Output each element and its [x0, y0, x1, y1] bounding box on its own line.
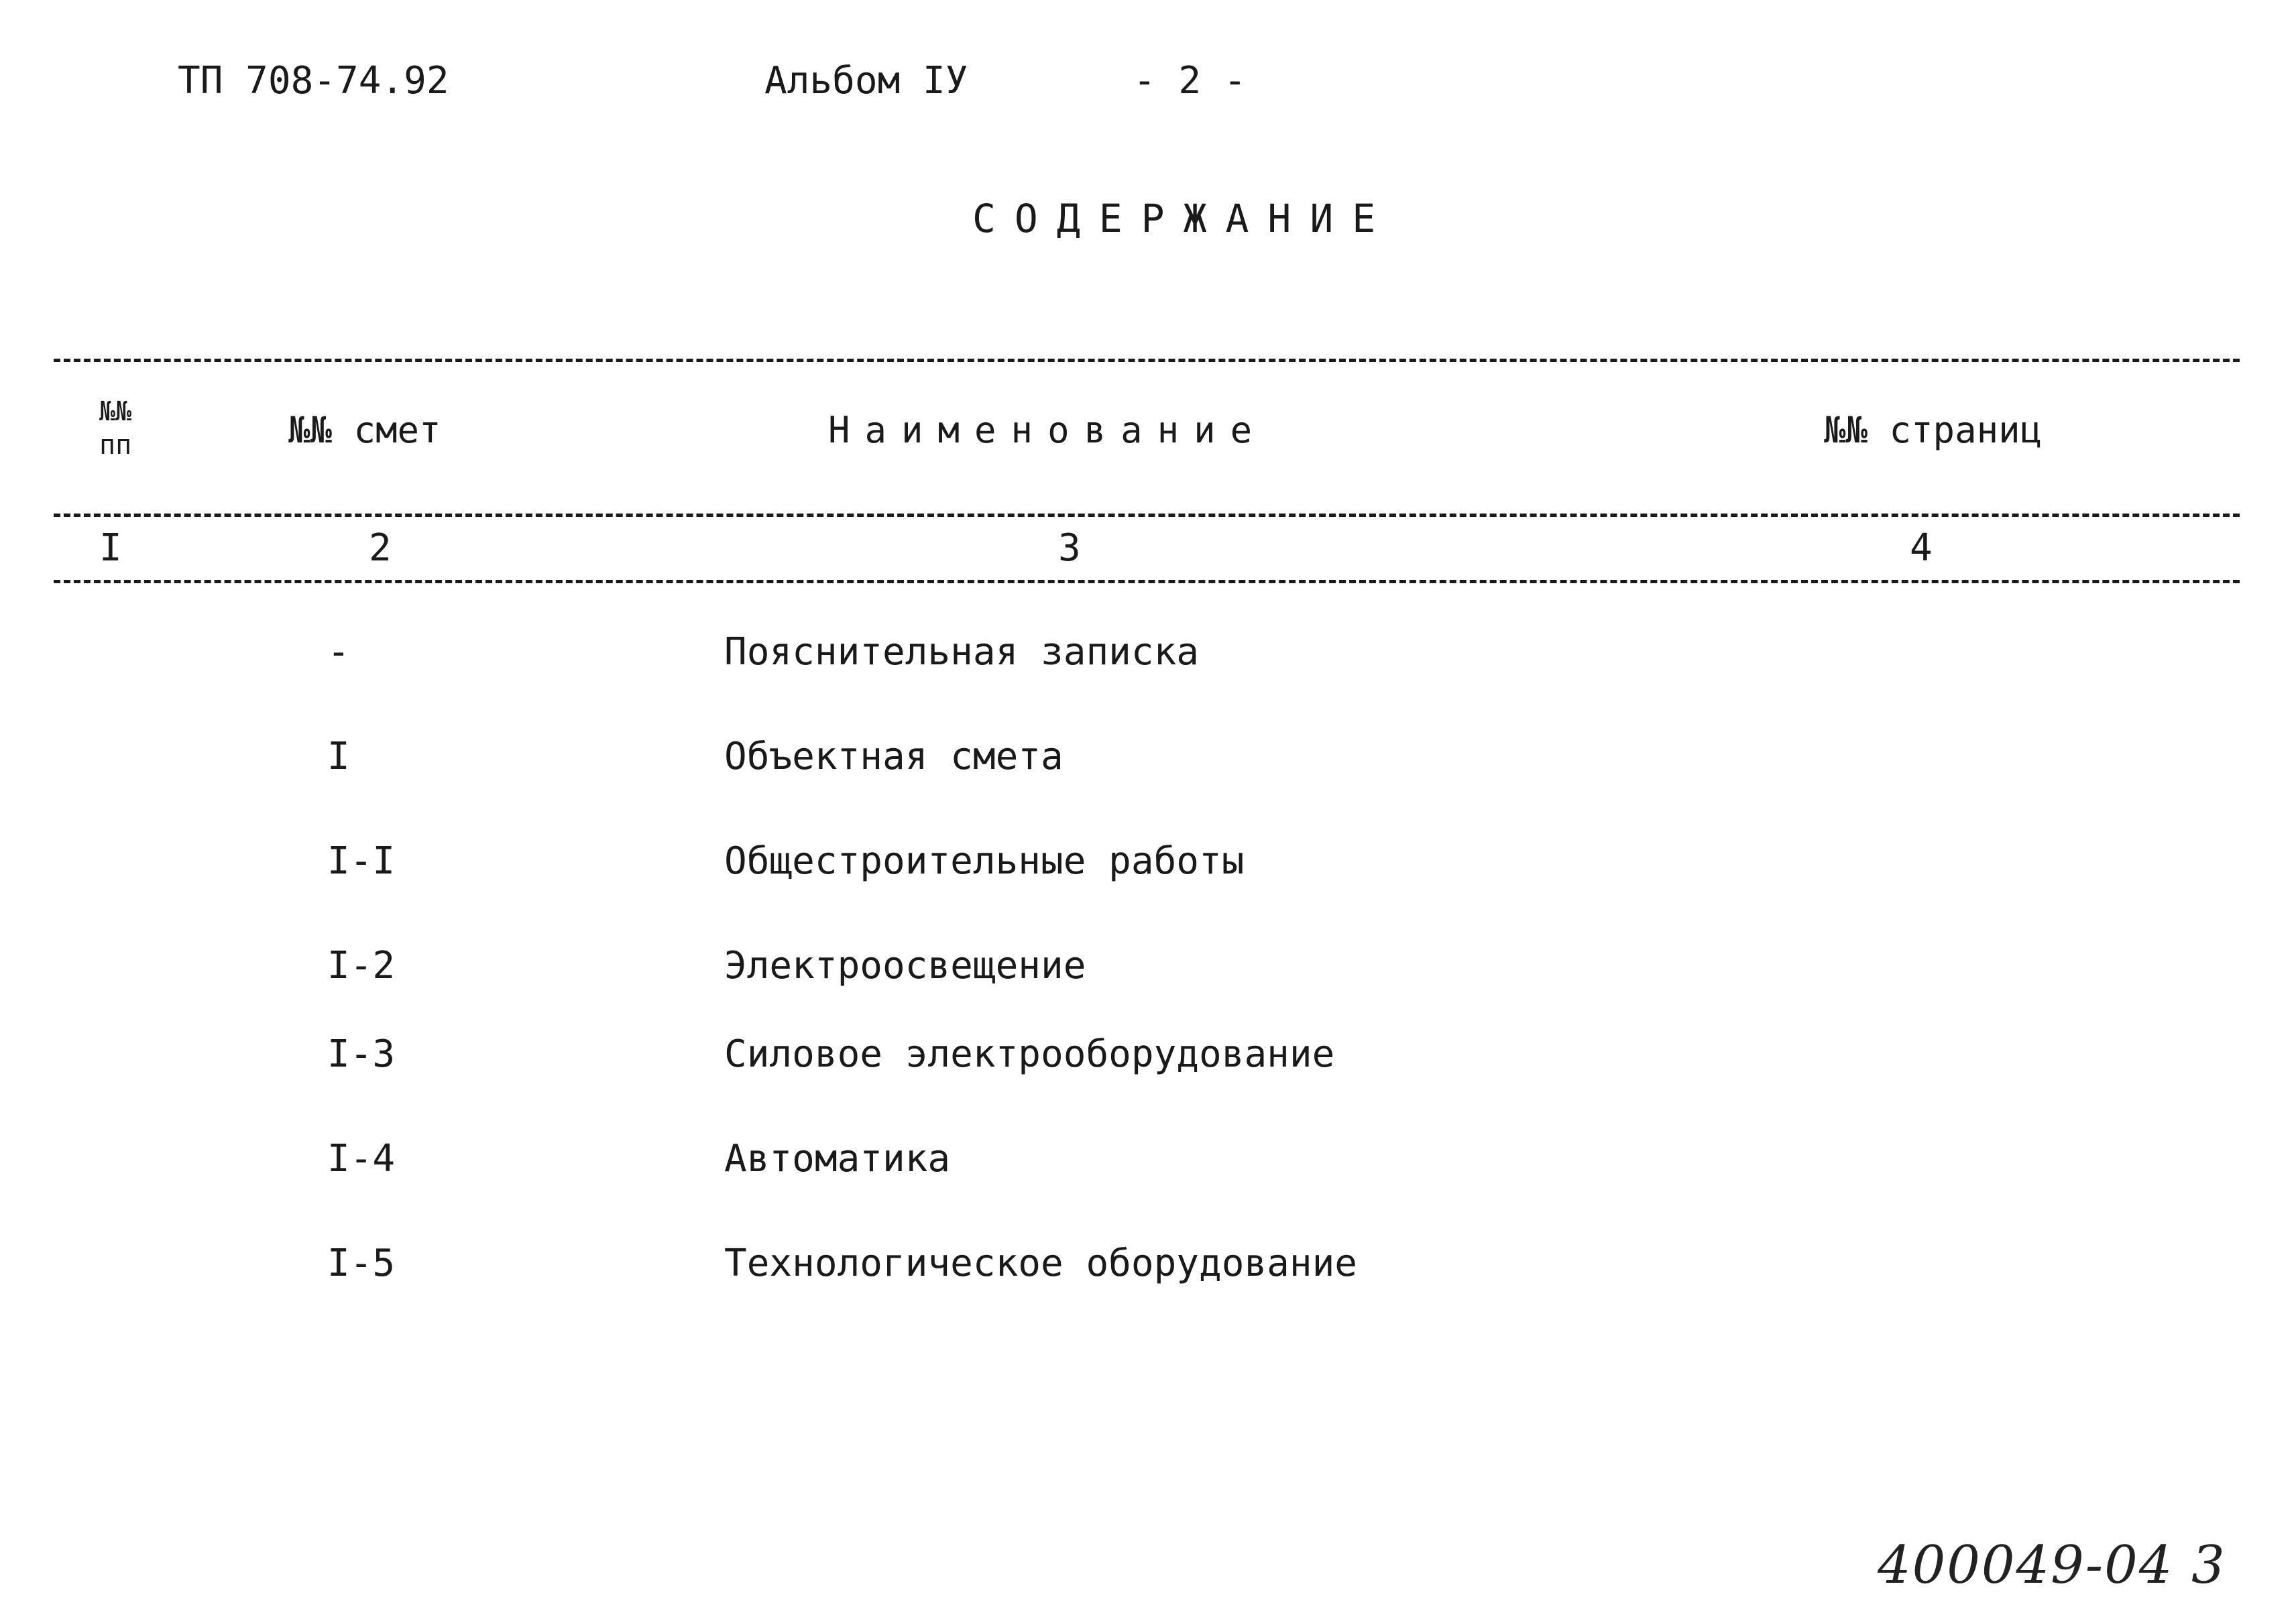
table-top-divider: [54, 359, 2240, 362]
row-name: Автоматика: [724, 1137, 951, 1181]
row-name: Пояснительная записка: [724, 630, 1200, 674]
row-name: Электроосвещение: [724, 944, 1086, 987]
row-code: I-2: [327, 944, 396, 987]
row-code: I-5: [327, 1242, 396, 1285]
row-code: I-I: [327, 839, 396, 883]
page-number: - 2 -: [1133, 59, 1247, 103]
document-code: ТП 708-74.92: [178, 59, 449, 103]
header-col1-line2: пп: [99, 430, 132, 461]
row-code: I-3: [327, 1032, 396, 1076]
header-col4: №№ страниц: [1824, 409, 2043, 451]
row-name: Технологическое оборудование: [724, 1242, 1358, 1285]
header-col2: №№ смет: [288, 409, 441, 451]
column-number-1: I: [99, 526, 122, 570]
row-name: Объектная смета: [724, 735, 1064, 778]
handwritten-stamp: 400049-04 3: [1878, 1535, 2226, 1596]
page-title: СОДЕРЖАНИЕ: [972, 196, 1395, 241]
row-code: I: [327, 735, 350, 778]
row-code: I-4: [327, 1137, 396, 1181]
album-label: Альбом IУ: [764, 59, 968, 103]
row-name: Общестроительные работы: [724, 839, 1245, 883]
column-number-2: 2: [369, 526, 392, 570]
row-name: Силовое электрооборудование: [724, 1032, 1335, 1076]
header-col1-line1: №№: [99, 396, 132, 427]
column-number-3: 3: [1058, 526, 1081, 570]
row-code: -: [327, 630, 350, 674]
column-number-4: 4: [1910, 526, 1933, 570]
column-number-divider: [54, 580, 2240, 583]
header-divider: [54, 514, 2240, 517]
header-col3: Наименование: [828, 409, 1267, 451]
